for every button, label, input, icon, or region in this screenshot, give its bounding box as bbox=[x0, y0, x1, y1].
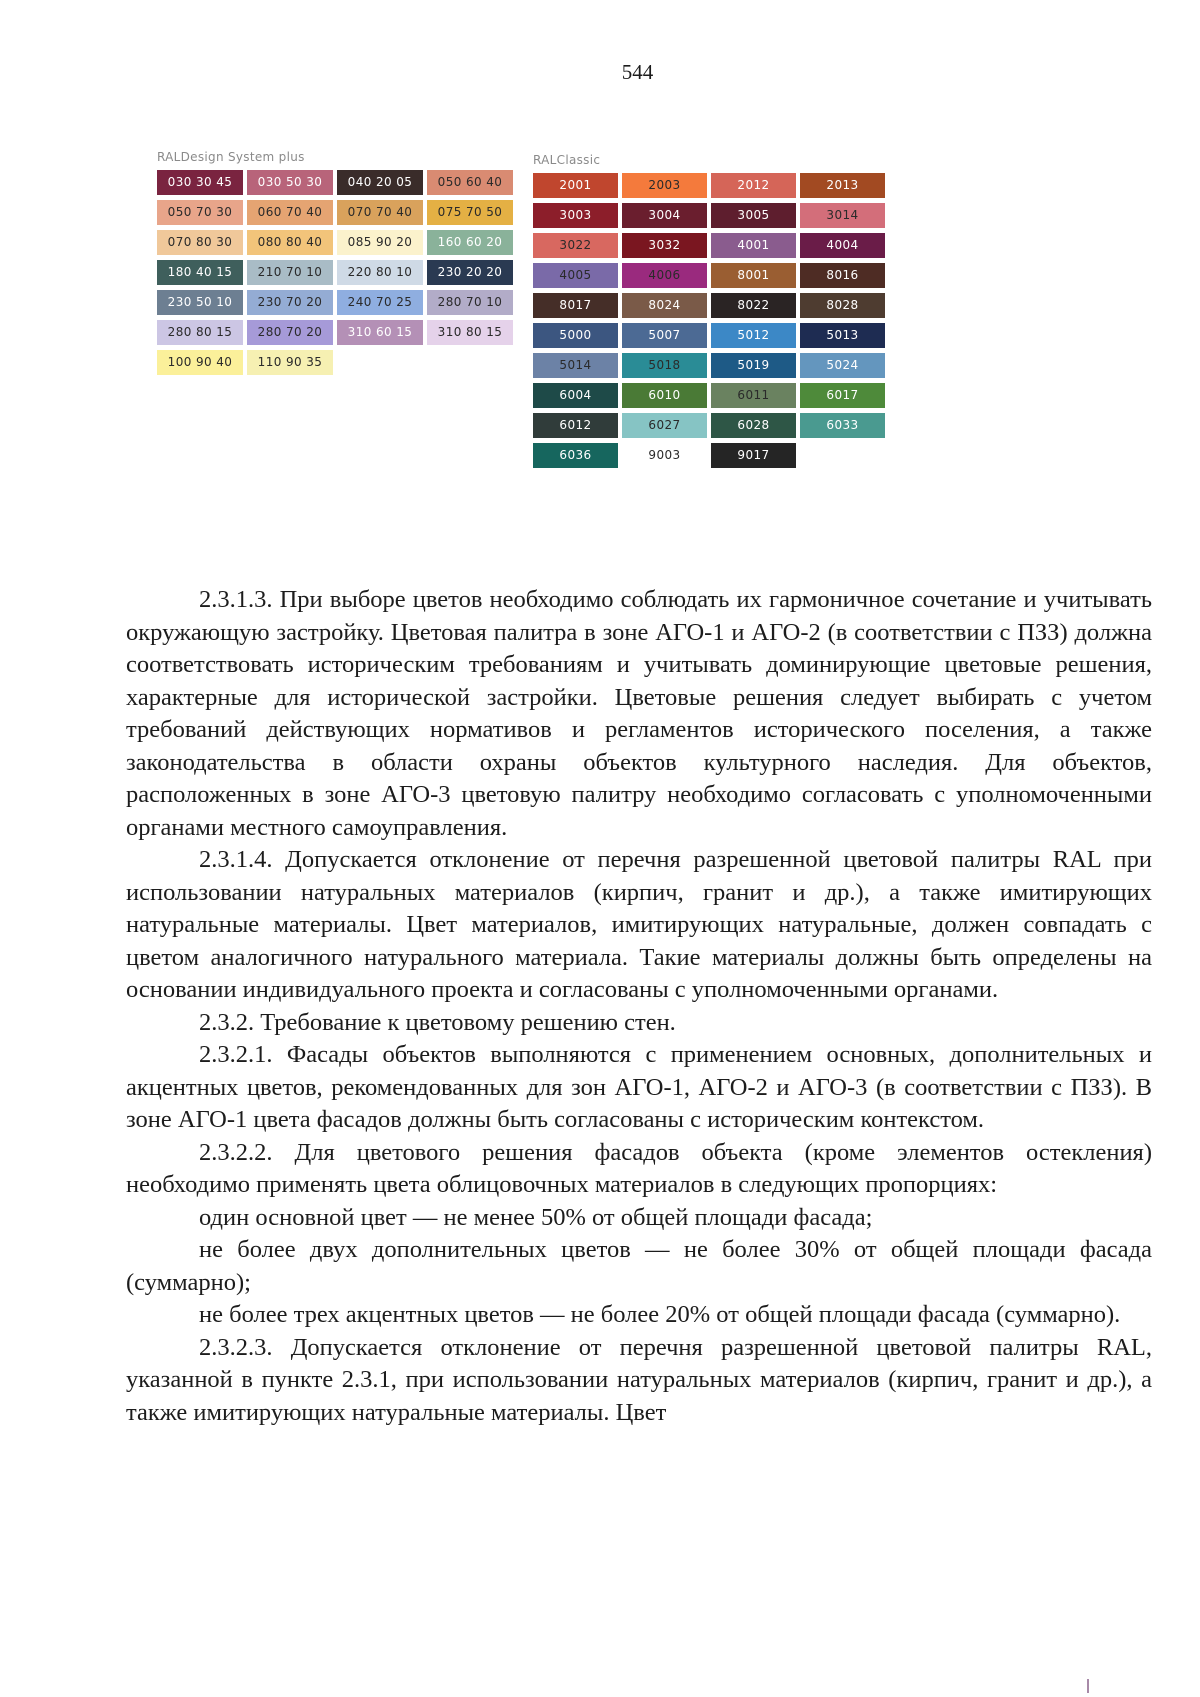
color-swatch: 5000 bbox=[533, 323, 618, 348]
paragraph: 2.3.1.4. Допускается отклонение от перечня разрешенной цветовой палитры RAL при использовании натуральных материалов (кирпич, гранит и др.), а также имитирующих натуральные материалы. Цвет материалов, имитирующих натуральные, должен совпадать с цветом аналогичного натурального материала. Такие материалы должны быть определены на основании индивидуального проекта и согласованы с уполномоченными органами. bbox=[126, 846, 1152, 1003]
color-swatch: 6011 bbox=[711, 383, 796, 408]
color-swatch: 4005 bbox=[533, 263, 618, 288]
color-swatch: 6028 bbox=[711, 413, 796, 438]
color-swatch: 2013 bbox=[800, 173, 885, 198]
color-swatch: 6017 bbox=[800, 383, 885, 408]
margin-mark bbox=[1087, 1679, 1089, 1693]
color-swatch: 5012 bbox=[711, 323, 796, 348]
color-swatch: 6027 bbox=[622, 413, 707, 438]
paragraph: 2.3.1.3. При выборе цветов необходимо соблюдать их гармоничное сочетание и учитывать окружающую застройку. Цветовая палитра в зоне АГО-1 и АГО-2 (в соответствии с ПЗЗ) должна соответствовать историческим требованиям и учитывать доминирующие цветовые решения, характерные для исторической застройки. Цветовые решения следует выбирать с учетом требований действующих нормативов и регламентов исторического поселения, а также законодательства в области охраны объектов культурного наследия. Для объектов, расположенных в зоне АГО-3 цветовую палитру необходимо согласовать с уполномоченными органами местного самоуправления. bbox=[126, 586, 1152, 841]
paragraph: 2.3.2. Требование к цветовому решению стен. bbox=[199, 1008, 676, 1036]
color-swatch: 230 50 10 bbox=[157, 290, 243, 315]
color-swatch: 210 70 10 bbox=[247, 260, 333, 285]
color-swatch: 5019 bbox=[711, 353, 796, 378]
color-swatch: 8022 bbox=[711, 293, 796, 318]
paragraph: не более двух дополнительных цветов — не более 30% от общей площади фасада (суммарно); bbox=[126, 1236, 1152, 1296]
color-swatch: 8028 bbox=[800, 293, 885, 318]
color-swatch: 3005 bbox=[711, 203, 796, 228]
color-swatch: 310 60 15 bbox=[337, 320, 423, 345]
color-swatch: 9017 bbox=[711, 443, 796, 468]
color-swatch: 220 80 10 bbox=[337, 260, 423, 285]
color-swatch: 3032 bbox=[622, 233, 707, 258]
color-swatch: 180 40 15 bbox=[157, 260, 243, 285]
color-swatch: 110 90 35 bbox=[247, 350, 333, 375]
color-swatch: 6036 bbox=[533, 443, 618, 468]
color-swatch: 5007 bbox=[622, 323, 707, 348]
color-swatch: 4006 bbox=[622, 263, 707, 288]
color-swatch: 8001 bbox=[711, 263, 796, 288]
ral-design-palette bbox=[157, 149, 513, 375]
color-swatch: 6010 bbox=[622, 383, 707, 408]
color-swatch: 2012 bbox=[711, 173, 796, 198]
palette-title: RALDesign System plus bbox=[157, 150, 305, 164]
color-swatch: 310 80 15 bbox=[427, 320, 513, 345]
color-swatch: 4004 bbox=[800, 233, 885, 258]
color-swatch: 030 30 45 bbox=[157, 170, 243, 195]
color-swatch: 075 70 50 bbox=[427, 200, 513, 225]
color-swatch: 280 70 20 bbox=[247, 320, 333, 345]
swatch-grid bbox=[533, 173, 885, 468]
color-swatch: 3003 bbox=[533, 203, 618, 228]
color-swatch: 3014 bbox=[800, 203, 885, 228]
palette-title: RALClassic bbox=[533, 153, 601, 167]
color-swatch: 280 80 15 bbox=[157, 320, 243, 345]
color-swatch: 2003 bbox=[622, 173, 707, 198]
color-swatch: 5018 bbox=[622, 353, 707, 378]
color-swatch: 8024 bbox=[622, 293, 707, 318]
paragraph: 2.3.2.3. Допускается отклонение от перечня разрешенной цветовой палитры RAL, указанной в пункте 2.3.1, при использовании натуральных материалов (кирпич, гранит и др.), а также имитирующих натуральные материалы. Цвет bbox=[126, 1333, 1152, 1426]
color-swatch: 100 90 40 bbox=[157, 350, 243, 375]
color-swatch: 280 70 10 bbox=[427, 290, 513, 315]
color-swatch: 8017 bbox=[533, 293, 618, 318]
paragraph: один основной цвет — не менее 50% от общей площади фасада; bbox=[199, 1203, 873, 1231]
color-swatch: 4001 bbox=[711, 233, 796, 258]
color-swatch: 070 70 40 bbox=[337, 200, 423, 225]
color-swatch: 8016 bbox=[800, 263, 885, 288]
color-swatch: 3022 bbox=[533, 233, 618, 258]
page-number: 544 bbox=[621, 60, 654, 84]
color-swatch: 060 70 40 bbox=[247, 200, 333, 225]
color-swatch: 080 80 40 bbox=[247, 230, 333, 255]
paragraph: не более трех акцентных цветов — не более 20% от общей площади фасада (суммарно). bbox=[199, 1301, 1121, 1328]
paragraph: 2.3.2.1. Фасады объектов выполняются с применением основных, дополнительных и акцентных цветов, рекомендованных для зон АГО-1, АГО-2 и АГО-3 (в соответствии с ПЗЗ). В зоне АГО-1 цвета фасадов должны быть согласованы с историческим контекстом. bbox=[126, 1041, 1152, 1133]
color-swatch: 040 20 05 bbox=[337, 170, 423, 195]
color-swatch: 3004 bbox=[622, 203, 707, 228]
color-swatch: 5024 bbox=[800, 353, 885, 378]
ral-classic-palette bbox=[533, 152, 885, 468]
color-swatch: 6033 bbox=[800, 413, 885, 438]
color-swatch: 050 60 40 bbox=[427, 170, 513, 195]
color-swatch: 6012 bbox=[533, 413, 618, 438]
color-swatch: 050 70 30 bbox=[157, 200, 243, 225]
paragraph: 2.3.2.2. Для цветового решения фасадов объекта (кроме элементов остекления) необходимо применять цвета облицовочных материалов в следующих пропорциях: bbox=[126, 1138, 1152, 1198]
color-swatch: 230 70 20 bbox=[247, 290, 333, 315]
color-swatch: 085 90 20 bbox=[337, 230, 423, 255]
color-swatch: 030 50 30 bbox=[247, 170, 333, 195]
swatch-grid bbox=[157, 170, 513, 375]
color-swatch: 070 80 30 bbox=[157, 230, 243, 255]
color-swatch: 9003 bbox=[622, 443, 707, 468]
color-swatch: 5013 bbox=[800, 323, 885, 348]
color-swatch: 230 20 20 bbox=[427, 260, 513, 285]
color-swatch: 6004 bbox=[533, 383, 618, 408]
color-swatch: 160 60 20 bbox=[427, 230, 513, 255]
color-swatch: 2001 bbox=[533, 173, 618, 198]
color-swatch: 5014 bbox=[533, 353, 618, 378]
color-swatch: 240 70 25 bbox=[337, 290, 423, 315]
body-text bbox=[126, 584, 1152, 1429]
